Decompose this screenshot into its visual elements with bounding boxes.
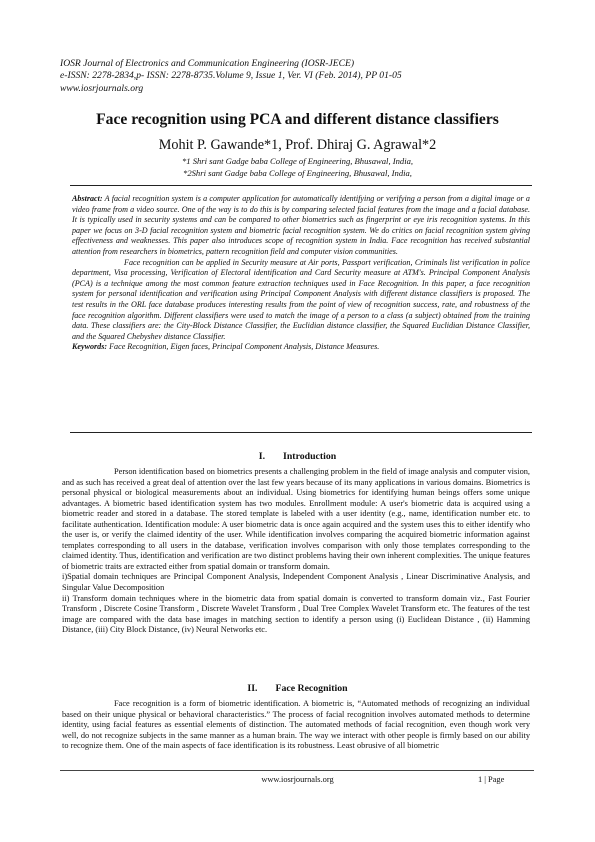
abstract-paragraph-1: [72, 194, 530, 258]
section-1-paragraph-3: ii) Transform domain techniques where in the biometric data from spatial domain is converted to transform domain viz., Fast Fourier Transform , Discrete Cosine Transform , Discrete Wavelet Transform , Dual Tree Complex Wavelet Transform etc. The features of the test image are compared with the data base images in matching section to identify a person using (i) Euclidean Distance , (ii) Hamming Distance, (iii) City Block Distance, (iv) Neural Networks etc.: [62, 593, 530, 635]
section-2-title: Face Recognition: [275, 683, 348, 694]
section-1-body: [62, 467, 530, 636]
section-1-paragraph-2: i)Spatial domain techniques are Principal Component Analysis, Independent Component Analysis , Linear Discriminative Analysis, and Singular Value Decomposition: [62, 572, 530, 593]
journal-website[interactable]: www.iosrjournals.org: [60, 82, 144, 94]
section-1-heading: [0, 451, 595, 462]
abstract-paragraph-2: Face recognition can be applied in Security measure at Air ports, Passport verification, Criminals list verification in police department, Visa processing, Verification of Electoral identification and Card Security measure at ATM's. Principal Component Analysis (PCA) is a technique among the most common feature extraction techniques used in Face Recognition. In this paper, a face recognition system for personal identification and verification using Principal Component Analysis with different distance classifiers is proposed. The test results in the ORL face database produces interesting results from the point of view of recognition success, rate, and robustness of the face recognition algorithm. Different classifiers were used to match the image of a person to a class (a subject) obtained from the training data. These classifiers are: the City-Block Distance Classifier, the Euclidian distance classifier, the Squared Euclidian Distance Classifier, and the Squared Chebyshev distance Classifier.: [72, 257, 530, 341]
affiliation-2: *2Shri sant Gadge baba College of Engineering, Bhusawal, India,: [183, 167, 412, 178]
affiliations: [0, 156, 595, 179]
section-1-paragraph-1: Person identification based on biometrics presents a challenging problem in the field of image analysis and computer vision, and as such has received a great deal of attention over the last few years because of its many applications in various domains. Biometrics is personal physical or biological measurements about an individual. Using biometrics for identifying human beings offers some unique advantages. A biometric based identification system has two modules. Enrollment module: A user's biometric data is acquired using a biometric reader and stored in a database. The stored template is labeled with a user identity (e.g., name, identification number etc. to facilitate authentication. Identification module: A user biometric data is once again acquired and the system uses this to either identify who the user is, or verify the claimed identity of the user. While identification involves comparing the acquired biometric information against templates corresponding to all users in the database, verification involves comparison with only those templates corresponding to the claimed identity. Thus, identification and verification are two distinct problems having their own inherent complexities. The unique features of biometric traits are extracted either from spatial domain or transform domain.: [62, 467, 530, 571]
section-1-title: Introduction: [283, 451, 337, 462]
journal-header: [60, 58, 402, 95]
abstract: [72, 194, 530, 353]
footer-url[interactable]: www.iosrjournals.org: [261, 775, 334, 784]
keywords-text: Face Recognition, Eigen faces, Principal Component Analysis, Distance Measures.: [109, 342, 380, 352]
abstract-text-1: A facial recognition system is a computer application for automatically identifying or verifying a person from a digital image or a video frame from a video source. One of the way is to do this is by comparing selected facial features from the image and a facial database. It is typically used in security systems and can be compared to other biometrics such as fingerprint or eye iris recognition systems. In this paper we focus on 3-D facial recognition system and biometric facial recognition system. We do critics on facial recognition system giving effectiveness and weaknesses. This paper also introduces scope of recognition system in India. Face recognition has received substantial attention from researchers in biometrics, pattern recognition field and computer vision communities.: [72, 194, 530, 256]
footer-divider: [60, 770, 534, 771]
section-2-heading: [0, 683, 595, 694]
keywords-label: Keywords:: [72, 342, 108, 352]
issn-line: e-ISSN: 2278-2834,p- ISSN: 2278-8735.Volume 9, Issue 1, Ver. VI (Feb. 2014), PP 01-05: [60, 70, 402, 82]
section-2-body: [62, 699, 530, 752]
paper-authors: Mohit P. Gawande*1, Prof. Dhiraj G. Agrawal*2: [158, 137, 437, 153]
abstract-label: Abstract:: [72, 194, 103, 203]
section-2-paragraph-1: Face recognition is a form of biometric identification. A biometric is, “Automated methods of recognizing an individual based on their unique physical or behavioral characteristics.” The process of facial recognition involves automated methods to determine identity, using facial features as essential elements of distinction. The automated methods of facial recognition, even though work very well, do not recognize subjects in the same manner as a human brain. The way we interact with other people is firmly based on our ability to recognize them. One of the main aspects of face identification is its robustness. Least obrusive of all biometric: [62, 699, 530, 751]
paper-title: Face recognition using PCA and different distance classifiers: [96, 111, 499, 128]
affiliation-1: *1 Shri sant Gadge baba College of Engineering, Bhusawal, India,: [181, 156, 414, 166]
section-1-number: I.: [258, 451, 266, 462]
keywords: [72, 342, 530, 353]
section-2-number: II.: [247, 683, 258, 694]
journal-name: IOSR Journal of Electronics and Communication Engineering (IOSR-JECE): [60, 58, 355, 69]
page-number: 1 | Page: [478, 775, 505, 784]
